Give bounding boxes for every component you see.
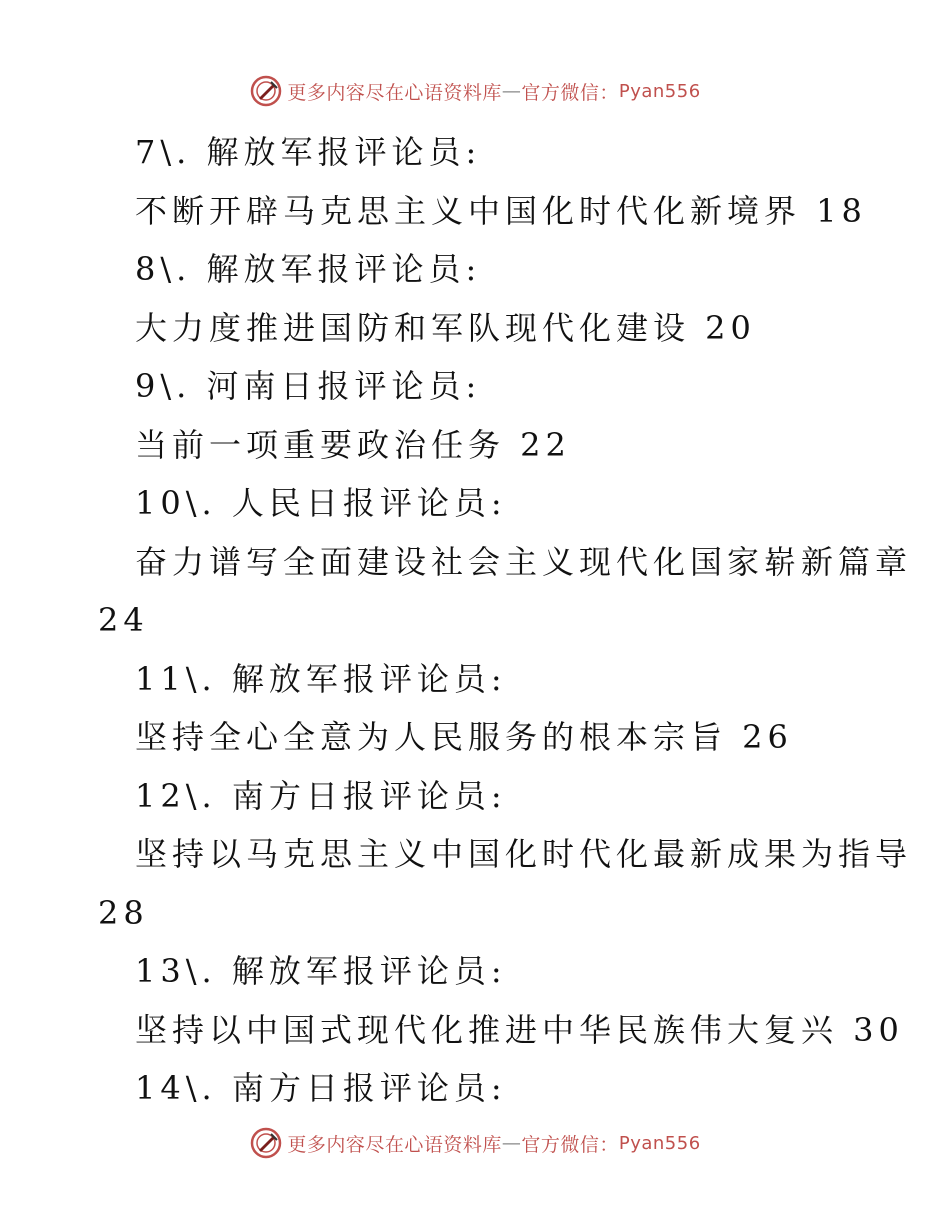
toc-line: 坚持以马克思主义中国化时代化最新成果为指导: [135, 835, 913, 873]
toc-line: 8\. 解放军报评论员:: [135, 250, 482, 288]
watermark-wechat-id: Pyan556: [618, 1132, 701, 1154]
watermark-separator: —: [501, 80, 522, 102]
toc-line: 坚持以中国式现代化推进中华民族伟大复兴 30: [135, 1010, 904, 1049]
toc-page-number-wrap: 28: [98, 893, 149, 932]
toc-line: 10\. 人民日报评论员:: [135, 484, 507, 522]
toc-line: 12\. 南方日报评论员:: [135, 776, 507, 815]
seal-logo-icon: [249, 74, 283, 108]
watermark-wechat-label: 官方微信：: [521, 81, 619, 104]
seal-logo-icon: [249, 1126, 283, 1160]
toc-line: 13\. 解放军报评论员:: [135, 952, 507, 990]
table-of-contents: [0, 123, 950, 1118]
toc-line: 7\. 解放军报评论员:: [135, 133, 482, 171]
watermark-text: 更多内容尽在心语资料库: [287, 81, 502, 104]
toc-line: 当前一项重要政治任务 22: [135, 425, 571, 464]
toc-page-number-wrap: 24: [98, 601, 149, 639]
toc-line: 坚持全心全意为人民服务的根本宗旨 26: [135, 718, 793, 756]
footer-watermark: [0, 1126, 950, 1160]
watermark-wechat-label: 官方微信：: [521, 1133, 619, 1156]
toc-line: 奋力谱写全面建设社会主义现代化国家崭新篇章: [135, 542, 913, 581]
toc-line: 不断开辟马克思主义中国化时代化新境界 18: [135, 191, 867, 230]
toc-line: 14\. 南方日报评论员:: [135, 1069, 507, 1107]
watermark-wechat-id: Pyan556: [618, 80, 701, 102]
toc-line: 11\. 解放军报评论员:: [135, 659, 507, 698]
toc-line: 9\. 河南日报评论员:: [135, 367, 482, 405]
toc-line: 大力度推进国防和军队现代化建设 20: [135, 308, 756, 347]
header-watermark: [0, 74, 950, 108]
watermark-text: 更多内容尽在心语资料库: [287, 1133, 502, 1156]
watermark-separator: —: [501, 1132, 522, 1154]
